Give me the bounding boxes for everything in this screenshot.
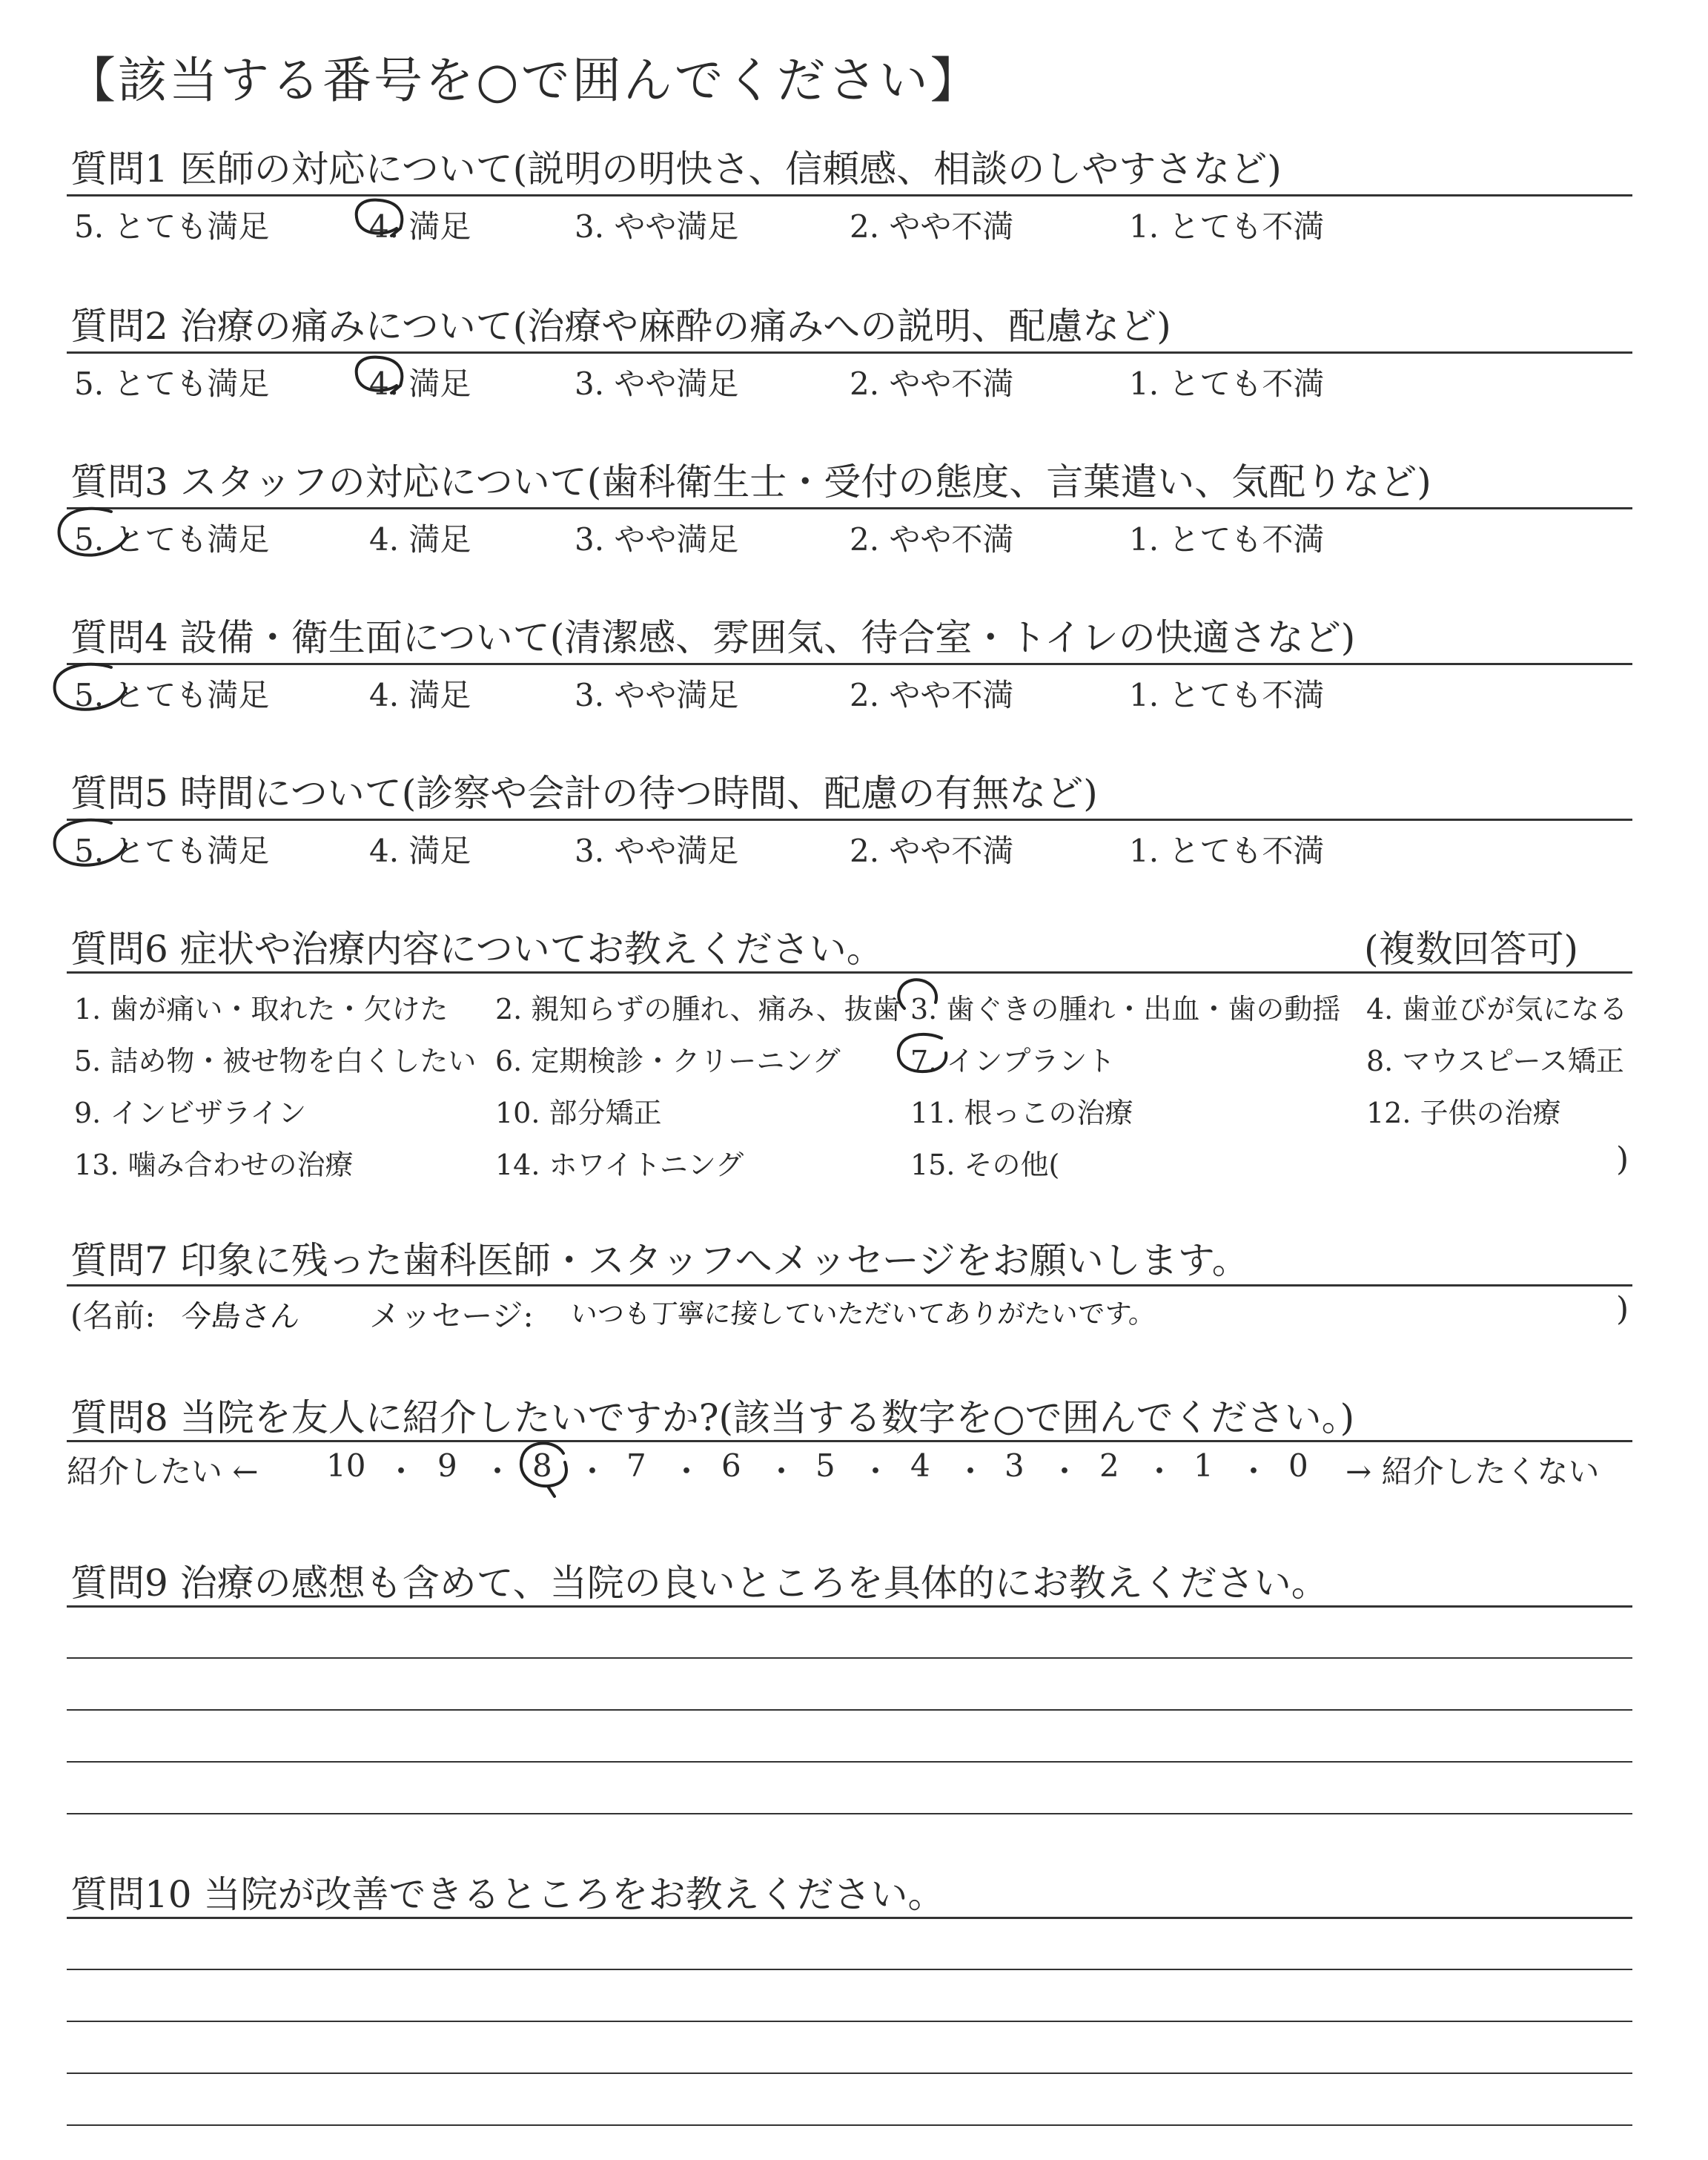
q6-option-10[interactable]: 10. 部分矯正 <box>495 1097 662 1129</box>
scale-5[interactable]: 5 <box>815 1447 835 1484</box>
q1-option-3[interactable]: 3. やや満足 <box>575 208 739 245</box>
q3-option-4[interactable]: 4. 満足 <box>369 521 471 558</box>
answer-line[interactable] <box>67 1917 1632 1919</box>
answer-line[interactable] <box>67 1605 1632 1608</box>
scale-1[interactable]: 1 <box>1194 1447 1214 1484</box>
answer-line[interactable] <box>67 1657 1632 1659</box>
q6-option-11[interactable]: 11. 根っこの治療 <box>910 1097 1133 1129</box>
scale-6[interactable]: 6 <box>721 1447 741 1484</box>
scale-dot: ・ <box>1144 1453 1176 1490</box>
q6-option-4[interactable]: 4. 歯並びが気になる <box>1366 993 1628 1025</box>
rule <box>67 1440 1632 1442</box>
q5-option-5[interactable]: 5. とても満足 <box>74 833 270 869</box>
message-value[interactable]: いつも丁寧に接していただいてありがたいです。 <box>569 1299 1157 1330</box>
answer-line[interactable] <box>67 1813 1632 1814</box>
scale-dot: ・ <box>385 1453 417 1490</box>
question-3-title: 質問3 スタッフの対応について(歯科衛生士・受付の態度、言葉遣い、気配りなど) <box>70 460 1431 503</box>
message-close-paren: ) <box>1616 1290 1629 1328</box>
scale-dot: ・ <box>955 1453 987 1490</box>
q6-option-14[interactable]: 14. ホワイトニング <box>495 1149 744 1181</box>
q5-option-4[interactable]: 4. 満足 <box>369 833 471 869</box>
q4-option-5[interactable]: 5. とても満足 <box>74 677 270 713</box>
q5-option-2[interactable]: 2. やや不満 <box>850 833 1014 869</box>
question-5-title: 質問5 時間について(診察や会計の待つ時間、配慮の有無など) <box>70 772 1098 815</box>
question-4-title: 質問4 設備・衛生面について(清潔感、雰囲気、待合室・トイレの快適さなど) <box>70 616 1356 659</box>
question-6-title: 質問6 症状や治療内容についてお教えください。 <box>70 928 884 971</box>
page-title: 【該当する番号を○で囲んでください】 <box>67 52 982 109</box>
other-close-paren: ) <box>1616 1140 1629 1178</box>
q6-option-7[interactable]: 7. インプラント <box>910 1045 1116 1077</box>
answer-line[interactable] <box>67 2073 1632 2074</box>
question-1-title: 質問1 医師の対応について(説明の明快さ、信頼感、相談のしやすさなど) <box>70 148 1282 191</box>
scale-dot: ・ <box>1238 1453 1270 1490</box>
question-8-title: 質問8 当院を友人に紹介したいですか?(該当する数字を○で囲んでください。) <box>70 1396 1355 1439</box>
q5-option-1[interactable]: 1. とても不満 <box>1129 833 1325 869</box>
name-value[interactable]: 今島さん <box>179 1300 302 1334</box>
q4-option-3[interactable]: 3. やや満足 <box>575 677 739 713</box>
q3-option-1[interactable]: 1. とても不満 <box>1129 521 1325 558</box>
scale-0[interactable]: 0 <box>1288 1447 1308 1484</box>
scale-4[interactable]: 4 <box>910 1447 930 1484</box>
scale-8[interactable]: 8 <box>532 1447 552 1484</box>
scale-dot: ・ <box>766 1453 798 1490</box>
q1-option-5[interactable]: 5. とても満足 <box>74 208 270 245</box>
question-10-title: 質問10 当院が改善できるところをお教えください。 <box>70 1873 945 1916</box>
q2-option-1[interactable]: 1. とても不満 <box>1129 366 1325 402</box>
scale-10[interactable]: 10 <box>326 1447 366 1484</box>
q1-option-2[interactable]: 2. やや不満 <box>850 208 1014 245</box>
answer-line[interactable] <box>67 1761 1632 1763</box>
q4-option-2[interactable]: 2. やや不満 <box>850 677 1014 713</box>
question-7-title: 質問7 印象に残った歯科医師・スタッフへメッセージをお願いします。 <box>70 1239 1249 1282</box>
scale-7[interactable]: 7 <box>626 1447 646 1484</box>
q2-option-2[interactable]: 2. やや不満 <box>850 366 1014 402</box>
recommend-left-label: 紹介したい ← <box>67 1453 259 1490</box>
q6-option-8[interactable]: 8. マウスピース矯正 <box>1366 1045 1624 1077</box>
answer-line[interactable] <box>67 1709 1632 1711</box>
answer-line[interactable] <box>67 2021 1632 2022</box>
answer-line[interactable] <box>67 1969 1632 1970</box>
q3-option-2[interactable]: 2. やや不満 <box>850 521 1014 558</box>
rule <box>67 819 1632 821</box>
q6-option-2[interactable]: 2. 親知らずの腫れ、痛み、抜歯 <box>495 993 901 1025</box>
answer-line[interactable] <box>67 2124 1632 2126</box>
rule <box>67 1284 1632 1287</box>
q1-option-4[interactable]: 4. 満足 <box>369 208 471 245</box>
rule <box>67 971 1632 974</box>
q5-option-3[interactable]: 3. やや満足 <box>575 833 739 869</box>
q6-option-5[interactable]: 5. 詰め物・被せ物を白くしたい <box>74 1045 477 1077</box>
rule <box>67 351 1632 354</box>
q6-option-13[interactable]: 13. 噛み合わせの治療 <box>74 1149 354 1181</box>
question-2-title: 質問2 治療の痛みについて(治療や麻酔の痛みへの説明、配慮など) <box>70 305 1171 348</box>
q6-option-1[interactable]: 1. 歯が痛い・取れた・欠けた <box>74 993 448 1025</box>
name-label: (名前: <box>70 1298 156 1334</box>
message-label: メッセージ: <box>369 1298 534 1334</box>
question-9-title: 質問9 治療の感想も含めて、当院の良いところを具体的にお教えください。 <box>70 1562 1328 1605</box>
scale-dot: ・ <box>1049 1453 1081 1490</box>
multiple-answer-note: (複数回答可) <box>1364 928 1579 971</box>
rule <box>67 663 1632 665</box>
scale-2[interactable]: 2 <box>1099 1447 1119 1484</box>
q4-option-1[interactable]: 1. とても不満 <box>1129 677 1325 713</box>
q4-option-4[interactable]: 4. 満足 <box>369 677 471 713</box>
q3-option-3[interactable]: 3. やや満足 <box>575 521 739 558</box>
scale-dot: ・ <box>577 1453 609 1490</box>
scale-dot: ・ <box>671 1453 703 1490</box>
recommend-right-label: → 紹介したくない <box>1345 1453 1600 1490</box>
q1-option-1[interactable]: 1. とても不満 <box>1129 208 1325 245</box>
scale-dot: ・ <box>860 1453 892 1490</box>
q6-option-3[interactable]: 3. 歯ぐきの腫れ・出血・歯の動揺 <box>910 993 1341 1025</box>
scale-dot: ・ <box>482 1453 514 1490</box>
q2-option-5[interactable]: 5. とても満足 <box>74 366 270 402</box>
q6-option-9[interactable]: 9. インビザライン <box>74 1097 307 1129</box>
rule <box>67 194 1632 196</box>
q2-option-4[interactable]: 4. 満足 <box>369 366 471 402</box>
q6-option-15[interactable]: 15. その他( <box>910 1149 1060 1181</box>
scale-3[interactable]: 3 <box>1004 1447 1025 1484</box>
q6-option-12[interactable]: 12. 子供の治療 <box>1366 1097 1561 1129</box>
q3-option-5[interactable]: 5. とても満足 <box>74 521 270 558</box>
scale-9[interactable]: 9 <box>437 1447 457 1484</box>
rule <box>67 507 1632 509</box>
q2-option-3[interactable]: 3. やや満足 <box>575 366 739 402</box>
q6-option-6[interactable]: 6. 定期検診・クリーニング <box>495 1045 841 1077</box>
